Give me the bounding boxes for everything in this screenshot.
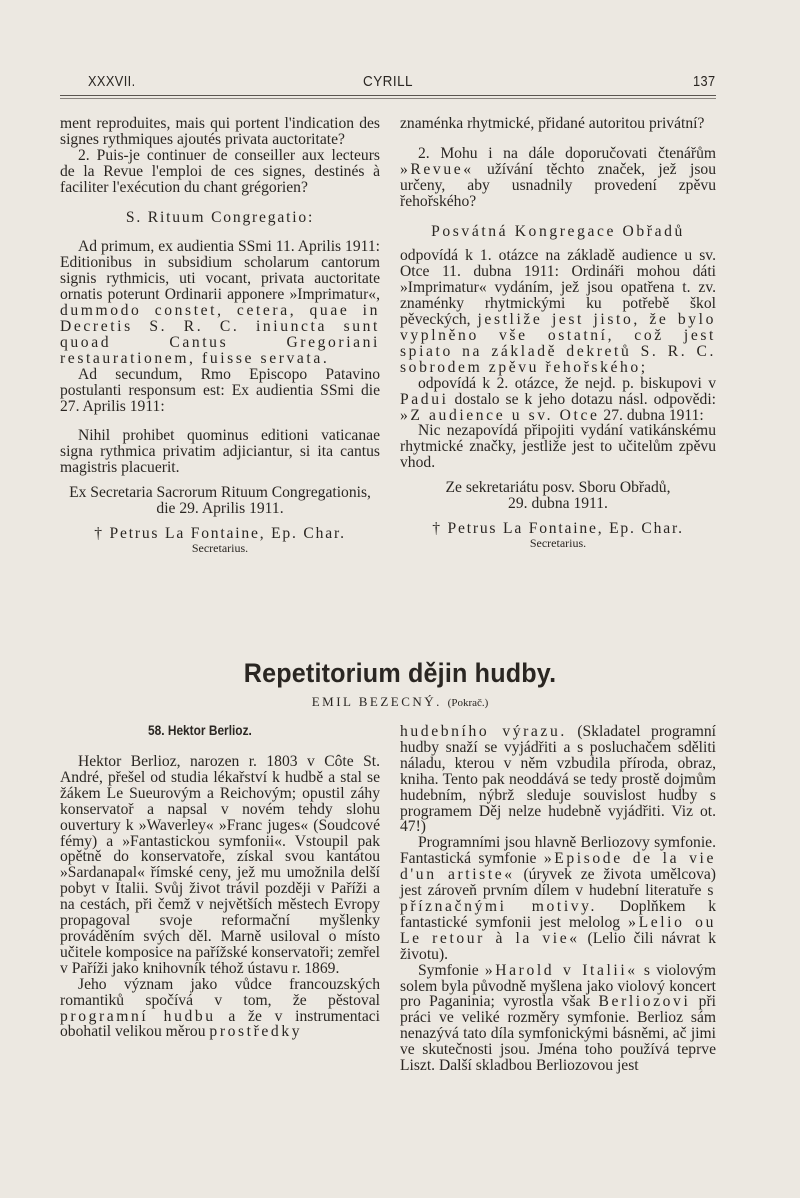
running-header xyxy=(60,73,716,95)
spaced-text: Berliozovi xyxy=(598,993,691,1011)
kongregace-heading: Posvátná Kongregace Obřadů xyxy=(431,222,685,240)
answer-spaced-text: dummodo constet, cetera, quae in Decretis S. R. C. iniuncta sunt quoad Cantus Gregoriani restaurationem, fuisse servata. xyxy=(60,302,380,367)
spaced-text: prostředky xyxy=(209,1023,303,1041)
czech-column xyxy=(400,116,716,549)
author-name: EMIL BEZECNÝ. xyxy=(311,694,442,709)
page-number: 137 xyxy=(693,73,716,90)
text: užívání těchto značek, jež jsou určeny, aby usnadnily provedení zpěvu řehořského? xyxy=(400,160,716,210)
article-right-column xyxy=(400,724,716,1074)
continued-note: (Pokrač.) xyxy=(447,697,489,709)
header-rule xyxy=(60,95,716,99)
article-paragraph xyxy=(60,977,380,1041)
spaced-text: »Revue« xyxy=(400,160,474,178)
answer-text: Ad primum, ex audientia SSmi 11. Aprilis 1911: Editionibus in subsidium scholarum cantorum signis rythmicis, uti vocant, privata auctoritate ornatis poterunt Ordinarii apponere »Imprimatur«, xyxy=(60,238,380,304)
czech-decree: Nic nezapovídá připojiti vydání vatikánskému rhytmické značky, jestliže jest to učitelům zpěvu vhod. xyxy=(400,422,716,472)
text: a že v instrumentaci obohatil velikou měrou xyxy=(60,1007,381,1041)
latin-question-2: 2. Puis-je continuer de conseiller aux lecteurs de la Revue l'emploi de ces signes, destinés à faciliter l'exécution du chant grégorien? xyxy=(60,146,380,196)
text: s violovým solem byla původně myšlena jako violový koncert pro Paganinia; vyrostla však xyxy=(400,961,716,1011)
latin-column xyxy=(60,116,380,554)
latin-answer-2: Ad secundum, Rmo Episcopo Patavino postulanti responsum est: Ex audientia SSmi die 27. Aprilis 1911: xyxy=(60,365,380,415)
text: (úryvek ze života umělcova) jest zároveň prvním dílem v hudební literatuře xyxy=(400,866,717,900)
spaced-text: programní hudbu xyxy=(60,1007,216,1025)
czech-answer-1 xyxy=(400,248,716,375)
spaced-text: »Z audience u sv. Otce xyxy=(400,406,600,424)
article-left-column xyxy=(60,754,380,1040)
text: odpovídá k 2. otázce, že nejd. p. biskupovi v xyxy=(418,374,716,392)
latin-signature: † Petrus La Fontaine, Ep. Char. xyxy=(94,524,346,542)
article-paragraph xyxy=(400,835,716,962)
text: 2. Mohu i na dále doporučovati čtenářům xyxy=(418,144,716,162)
czech-question-2 xyxy=(400,146,716,210)
article-paragraph xyxy=(400,724,716,835)
latin-dateline: Ex Secretaria Sacrorum Rituum Congregationis, die 29. Aprilis 1911. xyxy=(69,484,371,518)
volume-number: XXXVII. xyxy=(88,73,136,90)
text: Doplňkem k fantastické symfonii jest melolog xyxy=(400,897,716,931)
text: 27. dubna 1911: xyxy=(603,406,704,424)
latin-decree: Nihil prohibet quominus editioni vaticanae signa rythmica privatim adjiciantur, si ita cantus magistris placuerit. xyxy=(60,427,380,477)
spaced-text: hudebního výrazu. xyxy=(400,723,567,740)
text: odpovídá k 1. otázce na základě audience u sv. Otce 11. dubna 1911: Ordináři mohou dáti »Imprimatur« vydáním, jež jsou opatřena t. zv. znaménky rhytmickými ku potřebě škol pěveckých, xyxy=(400,247,716,329)
text: při práci ve veliké rozměry symfonie. Berlioz sám nenazývá tato díla symfonickými básněmi, ač jimi ve skutečnosti jsou. Jména toho používá teprve Liszt. Další skladbou Berliozovou jest xyxy=(400,993,716,1075)
article-paragraph xyxy=(400,963,716,1074)
congregatio-heading: S. Rituum Congregatio: xyxy=(125,208,315,226)
section-heading: 58. Hektor Berlioz. xyxy=(148,722,252,738)
czech-answer-2 xyxy=(400,376,716,424)
text: Symfonie xyxy=(418,961,479,979)
journal-title: CYRILL xyxy=(363,73,413,90)
czech-signature-role: Secretarius. xyxy=(529,535,587,550)
text: Jeho význam jako vůdce francouzských romantiků spočívá v tom, že pěstoval xyxy=(60,975,380,1009)
czech-paragraph: znaménka rhytmické, přidané autoritou privátní? xyxy=(400,115,705,132)
article-author xyxy=(0,694,800,710)
spaced-text: jestliže jest jisto, že bylo vyplněno vše ostatní, což jest spiato na základě dekretů S. R. C. sobrodem zpěvu řehořského; xyxy=(400,311,716,376)
czech-date: 29. dubna 1911. xyxy=(508,495,608,513)
czech-signature: † Petrus La Fontaine, Ep. Char. xyxy=(432,519,684,537)
text: dostalo se k jeho dotazu násl. odpovědi: xyxy=(454,390,716,408)
spaced-text: s příznačnými motivy. xyxy=(400,882,716,915)
text: (Skladatel programní hudby snaží se vyjádřiti a s posluchačem sděliti náladu, kterou v něm vzbudila příroda, obraz, kniha. Tento pak neoddává se tedy prostě dojmům hudebním, nýbrž sleduje souvislost hudby s programem Děj nelze hudebně vyjádřiti. Viz ot. 47!) xyxy=(400,723,716,836)
spaced-text: »Harold v Italii« xyxy=(484,961,638,979)
article-paragraph: Hektor Berlioz, narozen r. 1803 v Côte St. André, přešel od studia lékařství k hudbě a stal se žákem Le Sueurovým a Reichovým; opustil záhy konservatoř a napsal v novém tehdy slohu ouvertury k »Waverley« »Franc juges« (Soudcové fémy) a »Fantastickou symfonii«. Vstoupil pak opětně do konservatoře, získal svou kantátou »Sardanapal« římské ceny, jež mu umožnila delší pobyt v Italii. Svůj život trávil později v Paříži a na cestách, při čemž v největších městech Evropy propagoval svoje reformační myšlenky prováděním svých děl. Marně usiloval o místo učitele komposice na pařížské konservatoři; zemřel v Paříži jako knihovník téhož ústavu r. 1869. xyxy=(60,753,380,977)
spaced-text: »Lelio ou Le retour à la vie« xyxy=(400,913,716,947)
latin-paragraph: ment reproduites, mais qui portent l'indication des signes rythmiques ajoutés privata auctoritate? xyxy=(60,115,380,148)
spaced-text: »Episode de la vie d'un artiste« xyxy=(400,850,716,884)
spaced-text: Padui xyxy=(400,390,449,408)
latin-signature-role: Secretarius. xyxy=(191,540,249,555)
czech-dateline: Ze sekretariátu posv. Sboru Obřadů, xyxy=(445,479,671,497)
text: Programními jsou hlavně Berliozovy symfonie. Fantastická symfonie xyxy=(400,834,716,868)
text: (Lelio čili návrat k životu). xyxy=(400,929,716,963)
article-title: Repetitorium dějin hudby. xyxy=(243,658,557,688)
latin-answer-1 xyxy=(60,239,380,366)
